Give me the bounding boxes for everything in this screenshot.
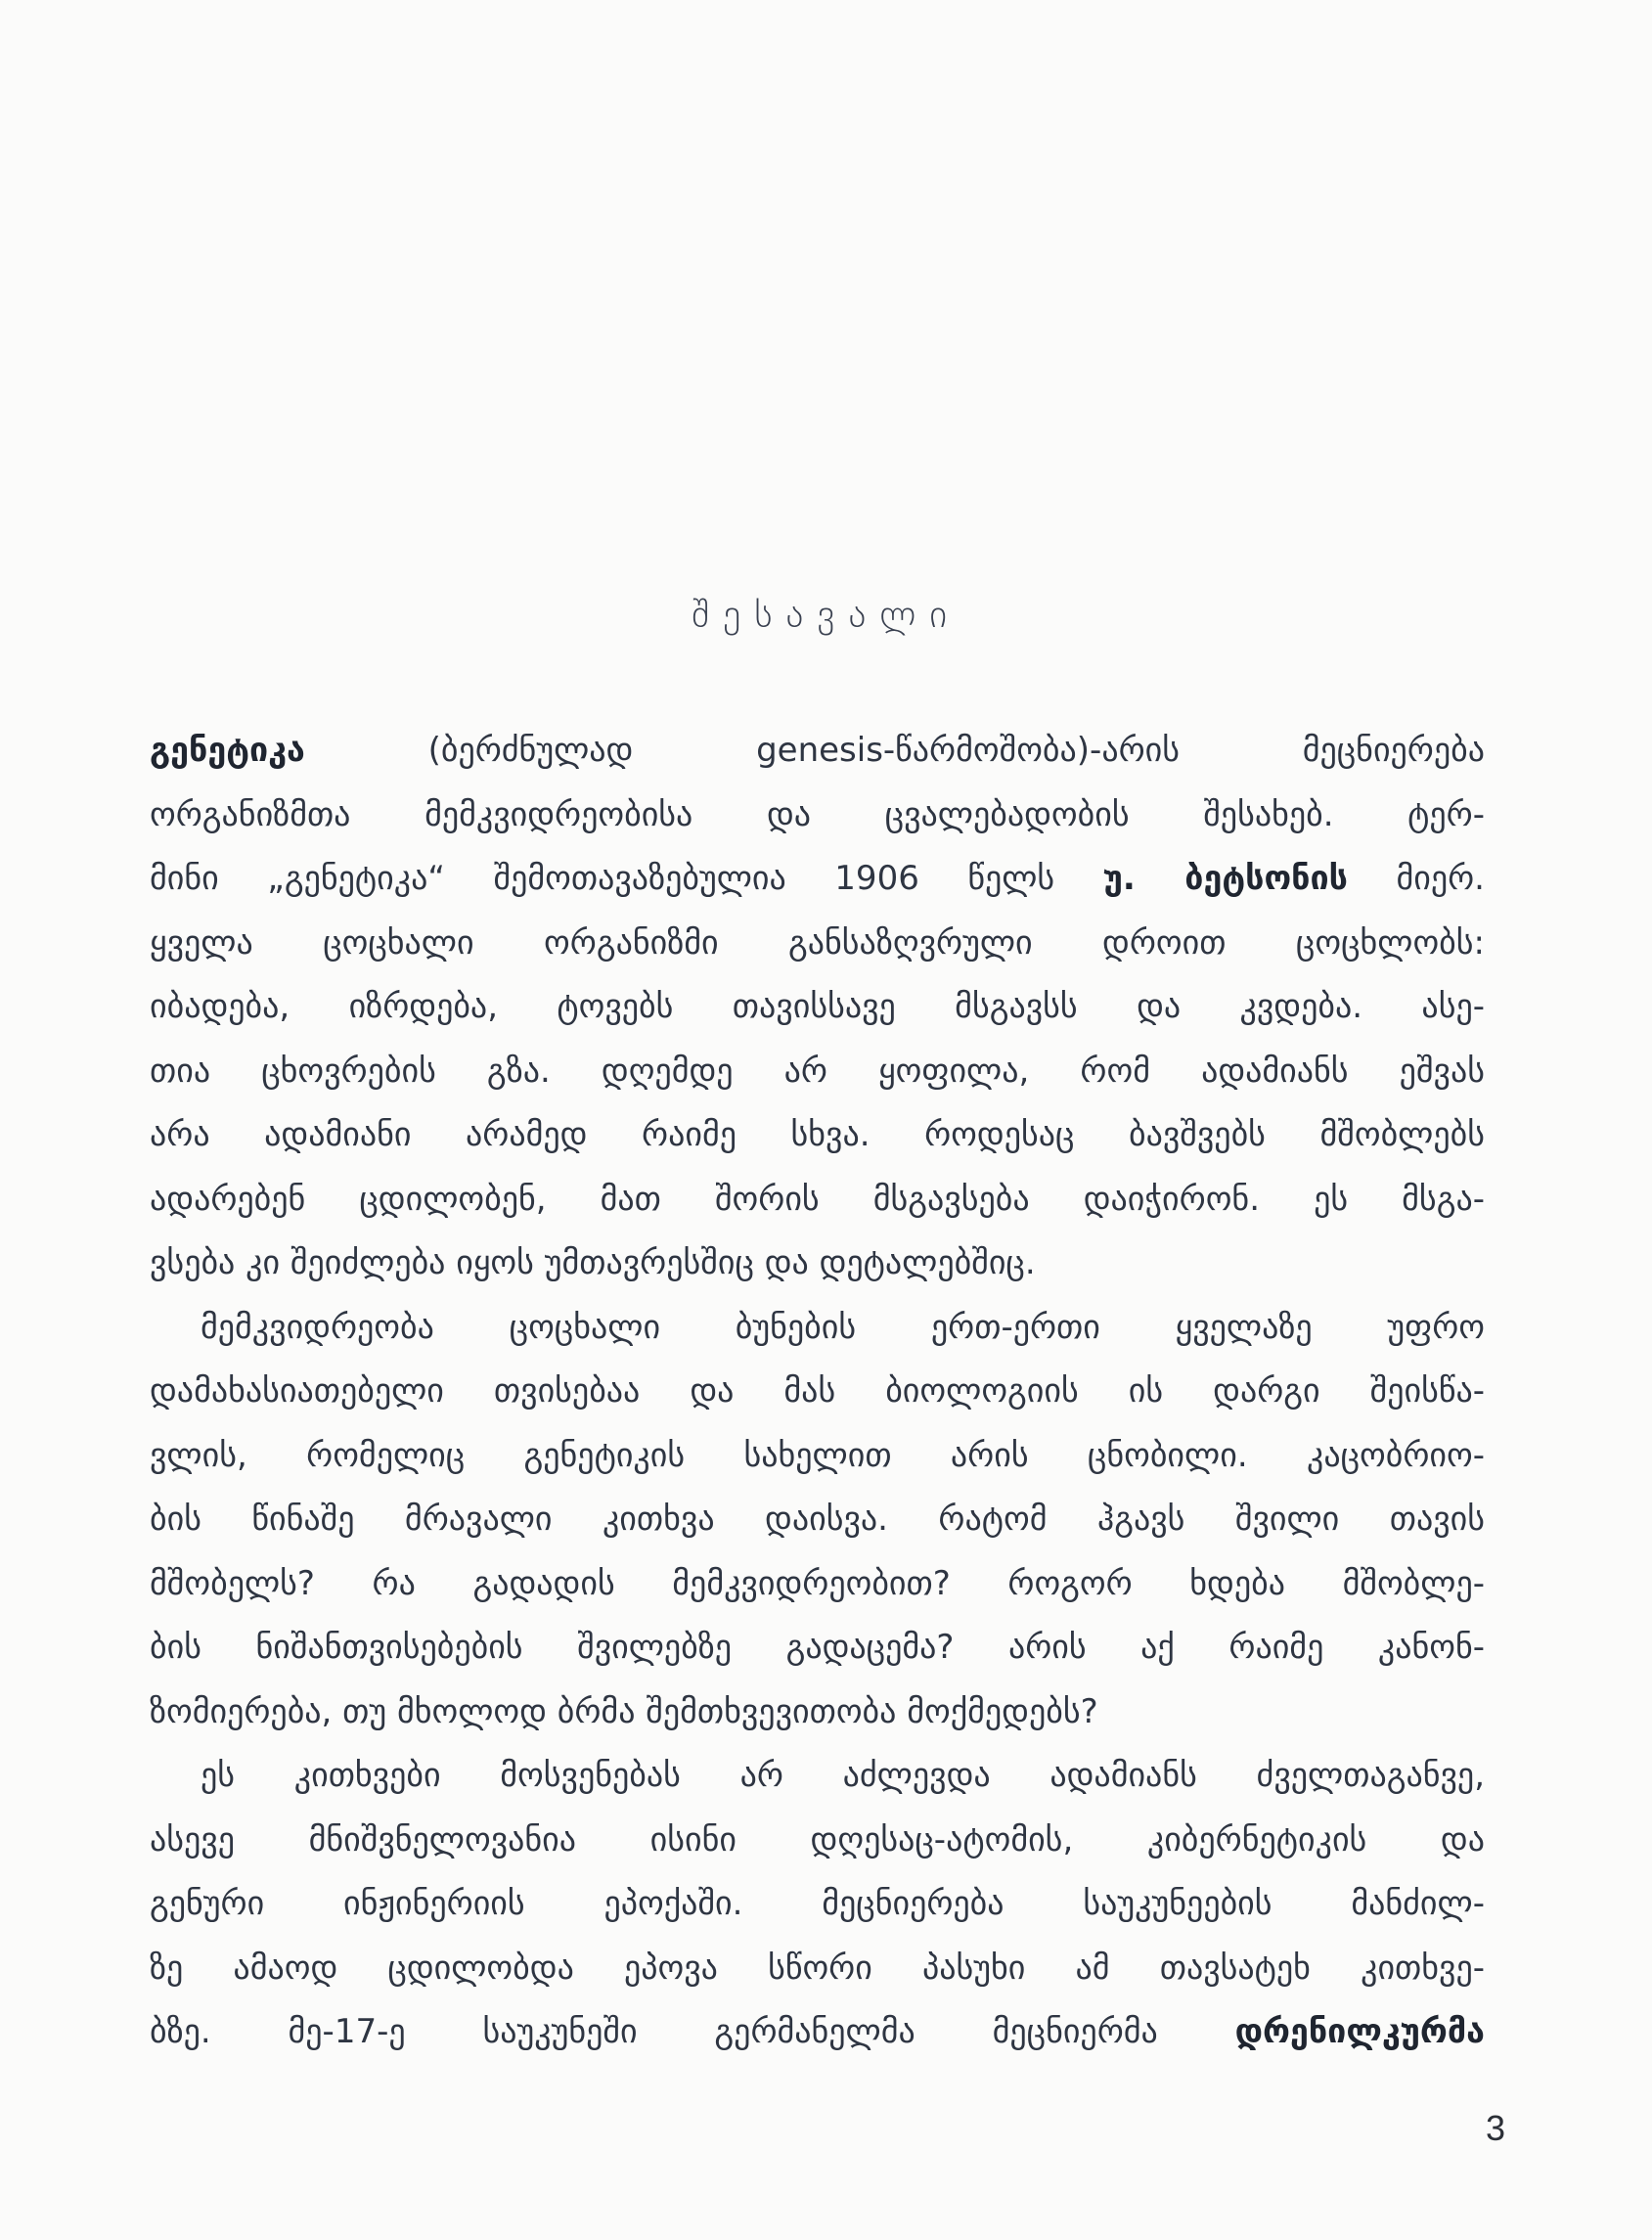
- text-line: [150, 1937, 1485, 2001]
- text-line: [150, 1360, 1485, 1424]
- text-line: [150, 1744, 1485, 1809]
- text-run: ზომიერება, თუ მხოლოდ ბრმა შემთხვევითობა მოქმედებს?: [150, 1691, 1098, 1731]
- text-run: არა ადამიანი არამედ რაიმე სხვა. როდესაც ბავშვებს მშობლებს: [150, 1115, 1485, 1154]
- text-line: [150, 719, 1485, 784]
- text-line: [150, 1296, 1485, 1361]
- text-run: მემკვიდრეობა ცოცხალი ბუნების ერთ-ერთი ყველაზე უფრო: [201, 1307, 1485, 1347]
- body-text: [150, 719, 1485, 2065]
- text-line: [150, 1040, 1485, 1104]
- text-line: [150, 1872, 1485, 1937]
- text-run: ყველა ცოცხალი ორგანიზმი განსაზღვრული დროით ცოცხლობს:: [150, 922, 1485, 963]
- text-run: გენური ინჟინერიის ეპოქაში. მეცნიერება საუკუნეების მანძილ-: [150, 1884, 1485, 1923]
- text-line: [150, 1552, 1485, 1617]
- text-run: ადარებენ ცდილობენ, მათ შორის მსგავსება დაიჭირონ. ეს მსგა-: [150, 1179, 1485, 1219]
- page-number: 3: [1485, 2108, 1505, 2148]
- text-line: [150, 784, 1485, 848]
- text-line: [150, 1232, 1485, 1296]
- text-run: ბზე. მე-17-ე საუკუნეში გერმანელმა მეცნიერმა: [150, 2012, 1235, 2051]
- text-run: (ბერძნულად genesis-წარმოშობა)-არის მეცნიერება: [304, 731, 1485, 770]
- bold-term: გენეტიკა: [150, 731, 305, 770]
- text-line: [150, 1103, 1485, 1168]
- text-line: [150, 1616, 1485, 1680]
- text-run: ბის ნიშანთვისებების შვილებზე გადაცემა? არის აქ რაიმე კანონ-: [150, 1628, 1485, 1667]
- text-line: [150, 1488, 1485, 1552]
- text-run: ასევე მნიშვნელოვანია ისინი დღესაც-ატომის, კიბერნეტიკის და: [150, 1819, 1485, 1859]
- text-line: [150, 847, 1485, 912]
- text-run: ეს კითხვები მოსვენებას არ აძლევდა ადამიანს ძველთაგანვე,: [201, 1756, 1485, 1795]
- text-line: [150, 1809, 1485, 1873]
- text-line: [150, 1168, 1485, 1232]
- text-line: [150, 975, 1485, 1040]
- text-line: [150, 1680, 1485, 1745]
- page-title: შესავალი: [692, 593, 960, 636]
- text-run: ორგანიზმთა მემკვიდრეობისა და ცვალებადობის შესახებ. ტერ-: [150, 794, 1485, 834]
- text-run: მიერ.: [1347, 859, 1485, 898]
- text-run: ბის წინაშე მრავალი კითხვა დაისვა. რატომ ჰგავს შვილი თავის: [150, 1500, 1485, 1539]
- text-run: ვსება კი შეიძლება იყოს უმთავრესშიც და დეტალებშიც.: [150, 1243, 1036, 1282]
- text-line: [150, 912, 1485, 976]
- text-run: მშობელს? რა გადადის მემკვიდრეობით? როგორ ხდება მშობლე-: [150, 1563, 1485, 1603]
- text-run: ზე ამაოდ ცდილობდა ეპოვა სწორი პასუხი ამ თავსატეხ კითხვე-: [150, 1948, 1485, 1988]
- bold-term: უ. ბეტსონის: [1102, 859, 1348, 898]
- text-run: ვლის, რომელიც გენეტიკის სახელით არის ცნობილი. კაცობრიო-: [150, 1435, 1485, 1475]
- text-run: თია ცხოვრების გზა. დღემდე არ ყოფილა, რომ ადამიანს ეშვას: [150, 1051, 1485, 1091]
- text-run: დამახასიათებელი თვისებაა და მას ბიოლოგიის ის დარგი შეისწა-: [150, 1371, 1485, 1411]
- text-run: მინი „გენეტიკა“ შემოთავაზებულია 1906 წელს: [150, 859, 1103, 898]
- bold-term: დრენილკურმა: [1234, 2012, 1485, 2051]
- text-line: [150, 2000, 1485, 2065]
- text-line: [150, 1424, 1485, 1489]
- text-run: იბადება, იზრდება, ტოვებს თავისსავე მსგავსს და კვდება. ასე-: [150, 987, 1485, 1026]
